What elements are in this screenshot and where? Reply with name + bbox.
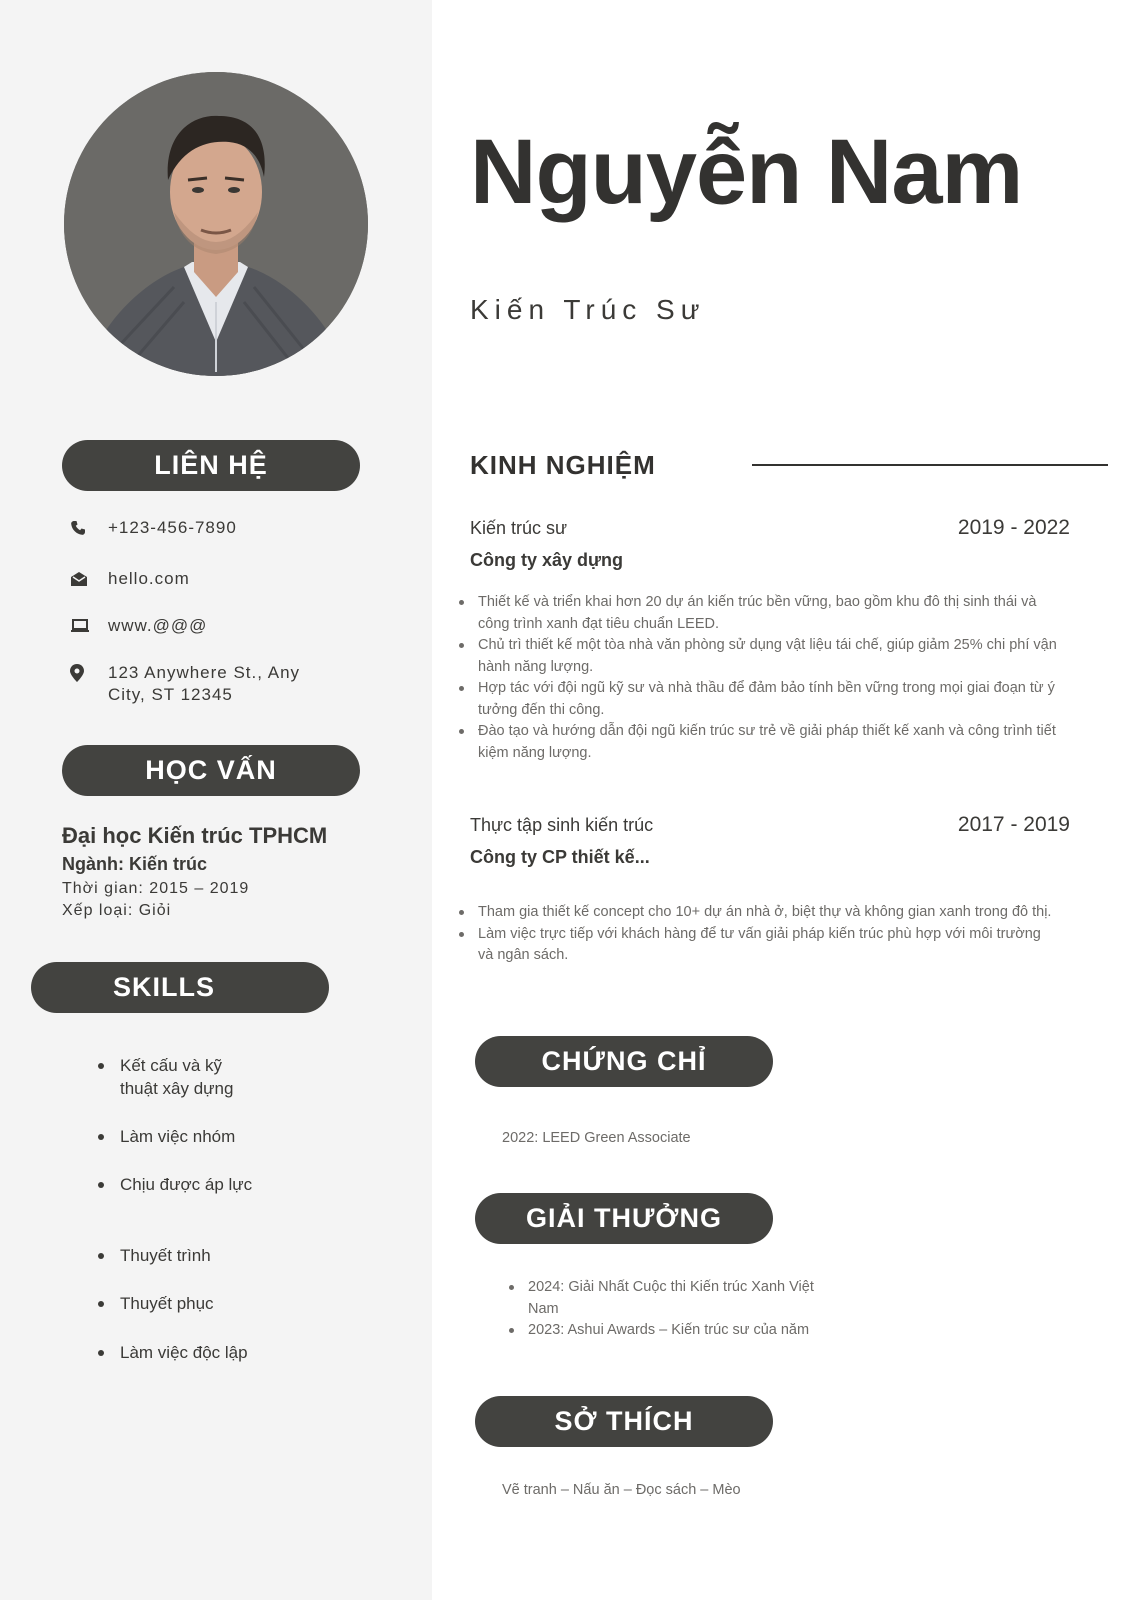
- person-name: Nguyễn Nam: [470, 121, 1023, 223]
- job-bullet: Đào tạo và hướng dẫn đội ngũ kiến trúc sư trẻ về giải pháp thiết kế xanh và công trình tiết kiệm năng lượng.: [458, 721, 1058, 764]
- job-bullet: Làm việc trực tiếp với khách hàng để tư vấn giải pháp kiến trúc phù hợp với môi trường và ngân sách.: [458, 924, 1058, 967]
- contact-phone: [70, 518, 237, 538]
- job-title: Kiến Trúc Sư: [470, 294, 706, 325]
- skills-heading-text: SKILLS: [113, 972, 216, 1002]
- certificates-heading: [475, 1036, 773, 1087]
- skills-heading: [31, 962, 329, 1013]
- contact-website: [70, 616, 207, 636]
- skill-item: Thuyết phục: [98, 1292, 258, 1315]
- phone-icon: [70, 518, 108, 536]
- website-text: www.@@@: [108, 616, 208, 635]
- job-bullet: Chủ trì thiết kế một tòa nhà văn phòng sử dụng vật liệu tái chế, giúp giảm 25% chi phí vận hành năng lượng.: [458, 635, 1058, 678]
- awards-heading: [475, 1193, 773, 1244]
- skill-item: Kết cấu và kỹ thuật xây dựng: [98, 1054, 258, 1100]
- contact-address: [70, 662, 300, 706]
- hobbies-heading-text: SỞ THÍCH: [554, 1406, 694, 1436]
- education-period: Thời gian: 2015 – 2019: [62, 880, 250, 897]
- job-company: Công ty CP thiết kế...: [470, 847, 650, 867]
- address-text: [108, 662, 300, 706]
- contact-email: [70, 569, 190, 589]
- education-heading: [62, 745, 360, 796]
- skill-item: Thuyết trình: [98, 1244, 258, 1267]
- skill-item: Làm việc nhóm: [98, 1125, 258, 1148]
- laptop-icon: [70, 616, 108, 634]
- portrait-image: [64, 72, 368, 376]
- job-years: 2017 - 2019: [957, 813, 1070, 836]
- award-item: 2024: Giải Nhất Cuộc thi Kiến trúc Xanh Việt Nam: [508, 1277, 828, 1320]
- award-item: 2023: Ashui Awards – Kiến trúc sư của năm: [508, 1320, 828, 1342]
- job-bullet: Tham gia thiết kế concept cho 10+ dự án nhà ở, biệt thự và không gian xanh trong đô thị.: [458, 902, 1058, 924]
- job-bullet: Hợp tác với đội ngũ kỹ sư và nhà thầu để đảm bảo tính bền vững trong mọi giai đoạn từ ý tưởng đến thi công.: [458, 678, 1058, 721]
- contact-heading: [62, 440, 360, 491]
- profile-photo: [64, 72, 368, 376]
- email-text: hello.com: [108, 569, 190, 588]
- skill-item: Chịu được áp lực: [98, 1173, 258, 1196]
- address-line-1: 123 Anywhere St., Any: [108, 663, 301, 682]
- hobbies-heading: [475, 1396, 773, 1447]
- education-major: Ngành: Kiến trúc: [62, 854, 208, 874]
- job-company: Công ty xây dựng: [470, 550, 624, 570]
- address-line-2: City, ST 12345: [108, 685, 233, 704]
- sidebar: [0, 0, 432, 1600]
- job-bullets: [458, 592, 1058, 764]
- phone-text: +123-456-7890: [108, 518, 237, 537]
- job-years: 2019 - 2022: [957, 516, 1070, 539]
- job-role: Thực tập sinh kiến trúc: [470, 815, 654, 835]
- envelope-icon: [70, 569, 108, 587]
- certificates-heading-text: CHỨNG CHỈ: [541, 1046, 707, 1076]
- experience-heading: KINH NGHIỆM: [470, 450, 656, 480]
- certificate-text: 2022: LEED Green Associate: [502, 1130, 691, 1146]
- awards-heading-text: GIẢI THƯỞNG: [526, 1203, 722, 1233]
- skill-item: Làm việc độc lập: [98, 1341, 258, 1364]
- contact-heading-text: LIÊN HỆ: [154, 450, 268, 480]
- job-bullet: Thiết kế và triển khai hơn 20 dự án kiến trúc bền vững, bao gồm khu đô thị sinh thái và công trình xanh đạt tiêu chuẩn LEED.: [458, 592, 1058, 635]
- education-grade: Xếp loại: Giỏi: [62, 902, 172, 919]
- map-pin-icon: [70, 662, 108, 682]
- awards-list: [508, 1277, 828, 1342]
- school-name: Đại học Kiến trúc TPHCM: [62, 823, 328, 848]
- hobbies-text: Vẽ tranh – Nấu ăn – Đọc sách – Mèo: [502, 1482, 741, 1498]
- education-block: [62, 822, 327, 922]
- job-bullets: [458, 902, 1058, 967]
- experience-divider: [752, 464, 1108, 466]
- education-heading-text: HỌC VẤN: [145, 755, 277, 785]
- job-role: Kiến trúc sư: [470, 518, 568, 538]
